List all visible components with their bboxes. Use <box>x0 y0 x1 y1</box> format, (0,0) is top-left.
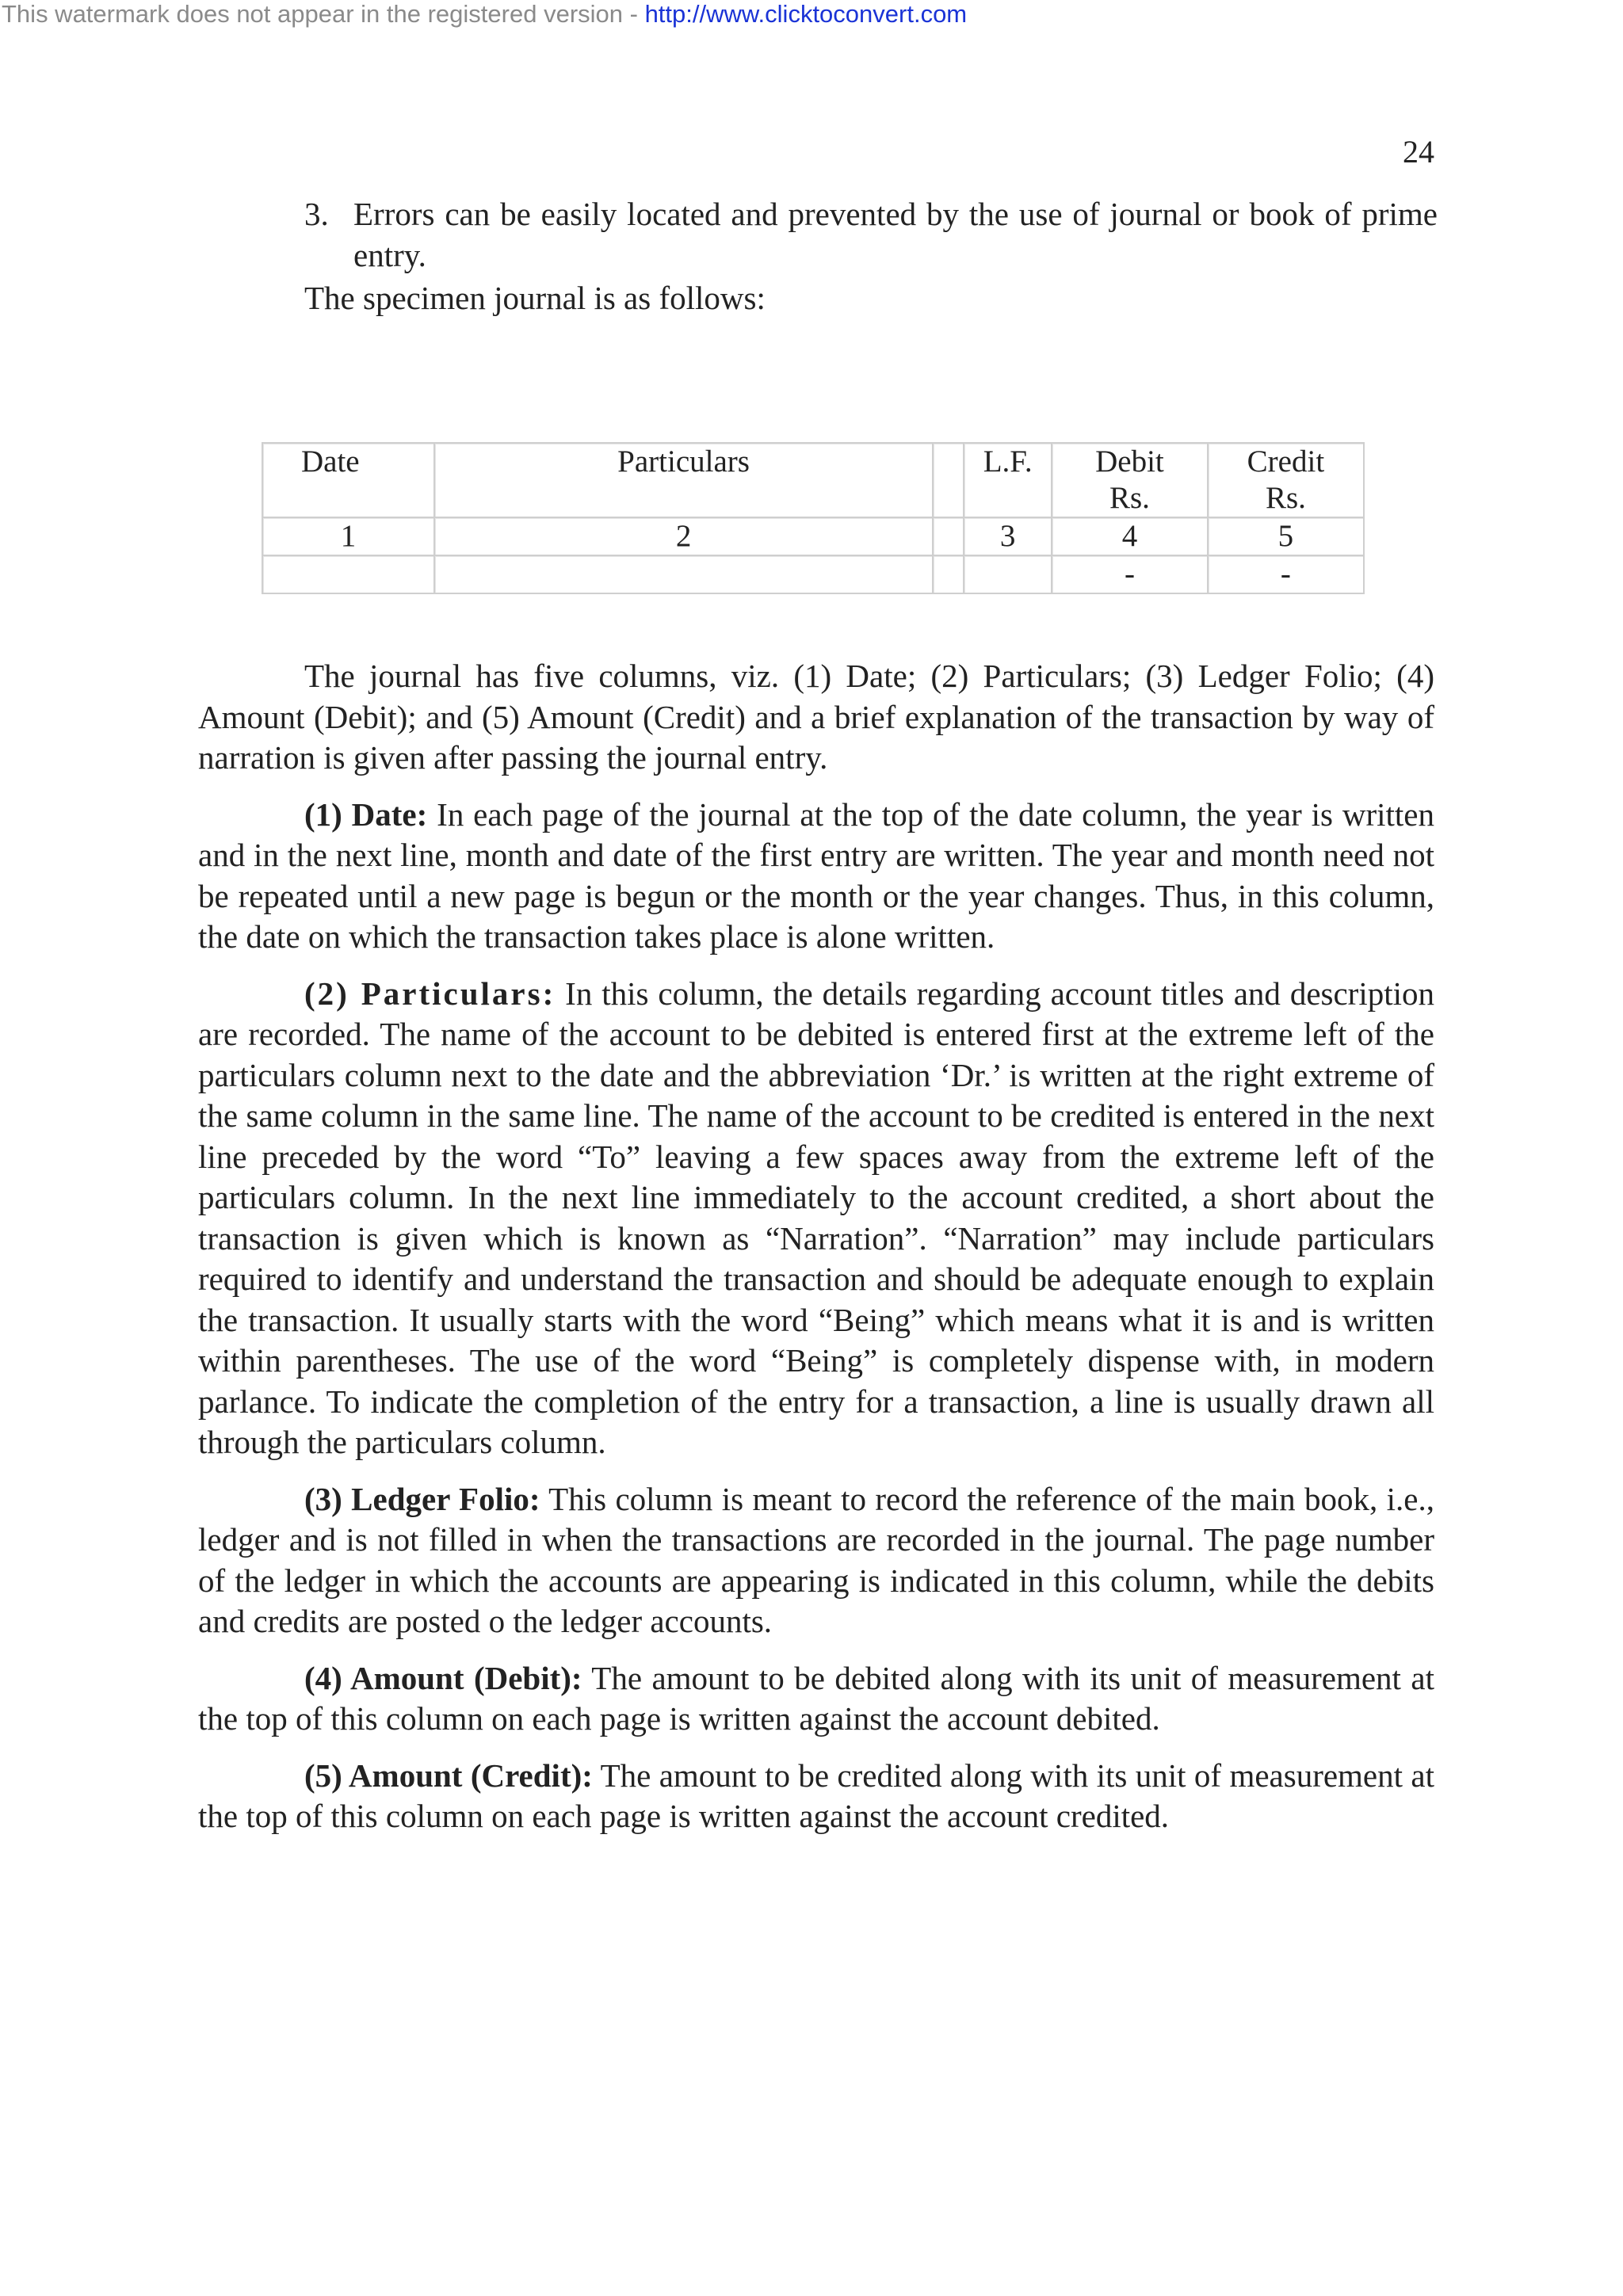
header-particulars: Particulars <box>435 444 934 518</box>
num-lf: 3 <box>964 518 1052 556</box>
date-heading: (1) Date: <box>304 795 428 833</box>
num-date: 1 <box>263 518 435 556</box>
header-date: Date <box>263 444 435 518</box>
date-paragraph <box>198 795 1434 958</box>
overview-paragraph: The journal has five columns, viz. (1) Date; (2) Particulars; (3) Ledger Folio; (4) Amount (Debit); and (5) Amount (Credit) and a brief explanation of the transaction by way of narration is given after passing the journal entry. <box>198 658 1434 776</box>
header-debit-line1: Debit <box>1095 444 1164 479</box>
blank-lf <box>964 556 1052 594</box>
header-debit <box>1052 444 1209 518</box>
body-text <box>198 656 1434 1853</box>
table-header-row <box>263 444 1365 518</box>
particulars-body: In this column, the details regarding account titles and description are recorded. The name of the account to be debited is entered first at the extreme left of the particulars column next to the date and the abbreviation ‘Dr.’ is written at the right extreme of the same column in the same line. The name of the account to be credited is entered in the next line preceded by the word “To” leaving a few spaces away from the extreme left of the particulars column. In the next line immediately to the account credited, a short about the transaction is given which is known as “Narration”. “Narration” may include particulars required to identify and understand the transaction and should be adequate enough to explain the transaction. It usually starts with the word “Being” which means what it is and is written within parentheses. The use of the word “Being” is completely dispense with, in modern parlance. To indicate the completion of the entry for a transaction, a line is usually drawn all through the particulars column. <box>198 974 1435 1460</box>
header-debit-line2: Rs. <box>1109 481 1150 515</box>
blank-spacer <box>934 556 964 594</box>
num-spacer <box>934 518 964 556</box>
amount-credit-paragraph <box>198 1756 1434 1837</box>
amount-credit-heading: (5) Amount (Credit): <box>304 1756 593 1794</box>
num-debit: 4 <box>1052 518 1209 556</box>
table-number-row <box>263 518 1365 556</box>
list-item-text: Errors can be easily located and prevented by the use of journal or book of prime entry. <box>353 196 1438 273</box>
num-particulars: 2 <box>435 518 934 556</box>
header-credit <box>1209 444 1365 518</box>
watermark-banner <box>2 0 967 29</box>
list-item-number: 3. <box>304 196 329 232</box>
watermark-text: This watermark does not appear in the registered version - <box>2 0 645 28</box>
list-item <box>304 193 1438 276</box>
watermark-link[interactable]: http://www.clicktoconvert.com <box>644 0 968 28</box>
journal-specimen-table <box>262 442 1365 594</box>
blank-debit: - <box>1052 556 1209 594</box>
num-credit: 5 <box>1209 518 1365 556</box>
ledger-folio-heading: (3) Ledger Folio: <box>304 1480 540 1517</box>
particulars-paragraph <box>198 974 1434 1463</box>
table-blank-row <box>263 556 1365 594</box>
amount-debit-heading: (4) Amount (Debit): <box>304 1659 582 1696</box>
blank-credit: - <box>1209 556 1365 594</box>
amount-debit-body: The amount to be debited along with its unit of measurement at the top of this column on each page is written against the account debited. <box>198 1659 1434 1737</box>
amount-debit-paragraph <box>198 1658 1434 1740</box>
amount-credit-body: The amount to be credited along with its unit of measurement at the top of this column on each page is written against the account credited. <box>198 1756 1434 1834</box>
header-credit-line2: Rs. <box>1265 481 1306 515</box>
ledger-folio-body: This column is meant to record the reference of the main book, i.e., ledger and is not filled in when the transactions are recorded in the journal. The page number of the ledger in which the accounts are appearing is indicated in this column, while the debits and credits are posted o the ledger accounts. <box>198 1480 1434 1639</box>
particulars-heading: (2) Particulars: <box>304 974 556 1012</box>
header-lf: L.F. <box>964 444 1052 518</box>
blank-date <box>263 556 435 594</box>
header-spacer <box>934 444 964 518</box>
header-credit-line1: Credit <box>1247 444 1325 479</box>
blank-particulars <box>435 556 934 594</box>
page-number: 24 <box>1403 134 1434 170</box>
date-body: In each page of the journal at the top of the date column, the year is written and in the next line, month and date of the first entry are written. The year and month need not be repeated until a new page is begun or the month or the year changes. Thus, in this column, the date on which the transaction takes place is alone written. <box>198 795 1435 955</box>
intro-text: The specimen journal is as follows: <box>304 280 766 316</box>
ledger-folio-paragraph <box>198 1479 1434 1642</box>
